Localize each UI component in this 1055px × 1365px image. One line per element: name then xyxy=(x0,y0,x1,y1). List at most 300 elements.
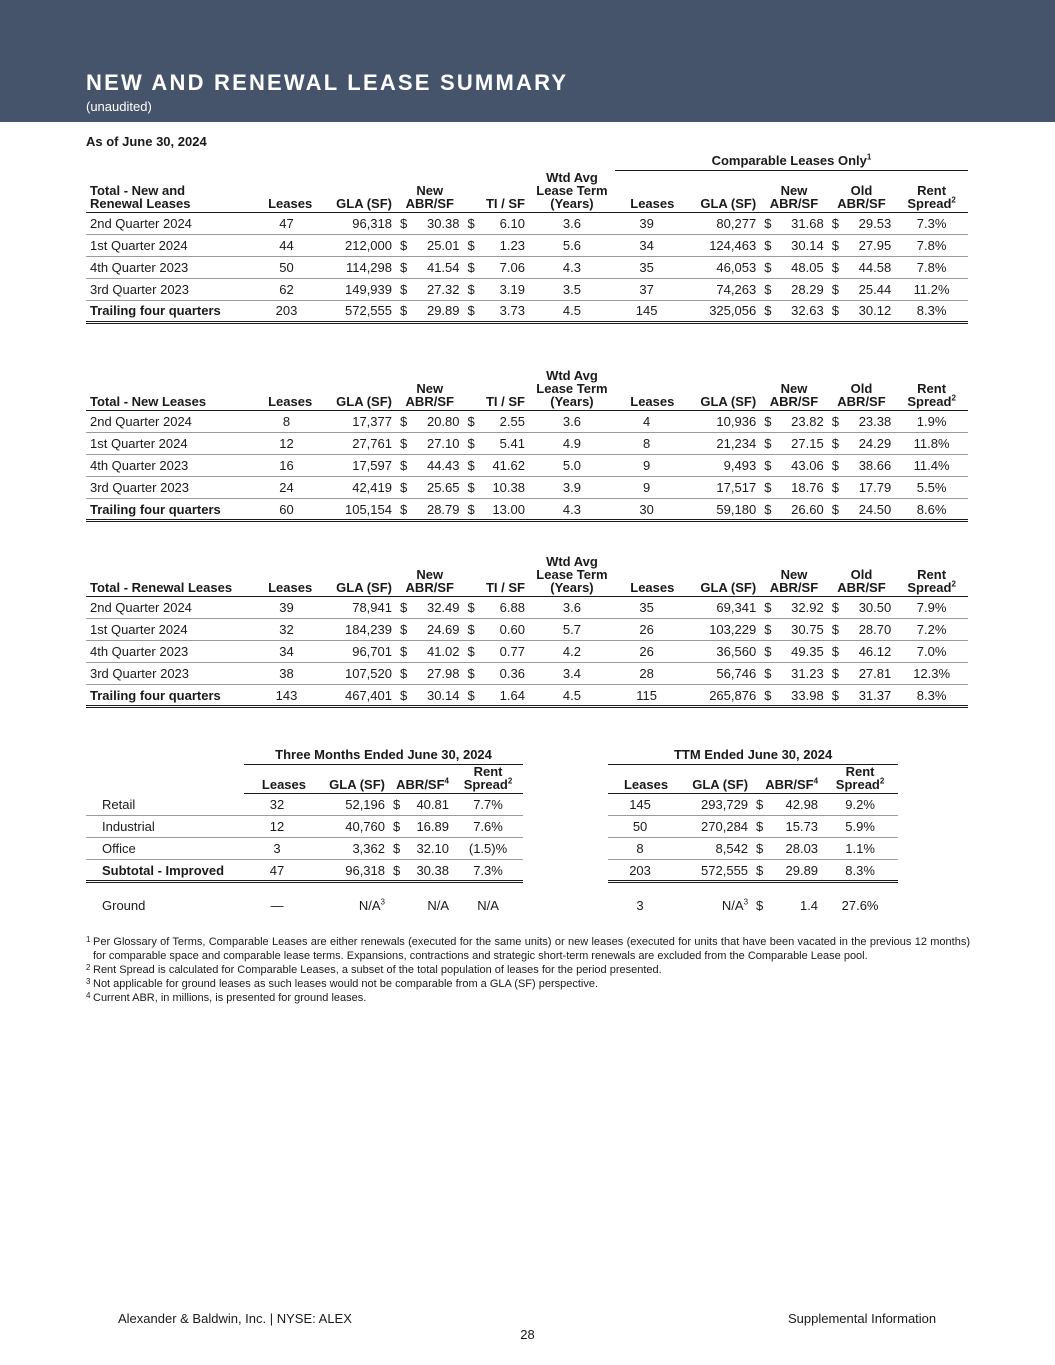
dollar-sign: $ xyxy=(760,597,780,619)
three-months-group-header: Three Months Ended June 30, 2024 xyxy=(244,748,523,765)
cell-new-abr: 30.14 xyxy=(416,685,463,707)
dollar-sign: $ xyxy=(396,300,416,322)
cell-new-abr: 28.79 xyxy=(416,499,463,521)
dollar-sign: $ xyxy=(760,433,780,455)
cell-gla: 107,520 xyxy=(316,663,396,685)
cell-new-abr: 41.54 xyxy=(416,256,463,278)
cell-leases: 60 xyxy=(257,499,316,521)
cell-term: 3.6 xyxy=(529,411,615,433)
cell-leases: 32 xyxy=(244,794,310,816)
cell-comp-gla: 36,560 xyxy=(678,641,760,663)
cell-leases: 8 xyxy=(257,411,316,433)
cell-gla: 467,401 xyxy=(316,685,396,707)
dollar-sign: $ xyxy=(396,234,416,256)
dollar-sign: $ xyxy=(752,860,772,882)
cell-leases: 8 xyxy=(608,838,672,860)
dollar-sign: $ xyxy=(760,663,780,685)
lease-summary-table xyxy=(86,154,968,324)
row-label: 3rd Quarter 2023 xyxy=(86,477,257,499)
cell-comp-new-abr: 32.92 xyxy=(781,597,828,619)
cell-ti: 6.10 xyxy=(482,212,529,234)
table-title: Total - New and Renewal Leases xyxy=(86,171,257,213)
dollar-sign: $ xyxy=(396,212,416,234)
cell-abr: 30.38 xyxy=(409,860,453,882)
cell-leases: 47 xyxy=(244,860,310,882)
cell-comp-leases: 35 xyxy=(615,597,678,619)
cell-comp-new-abr: 30.14 xyxy=(781,234,828,256)
cell-rent-spread: 11.8% xyxy=(895,433,968,455)
page-number: 28 xyxy=(520,1327,535,1342)
col-gla: GLA (SF) xyxy=(316,555,396,597)
cell-comp-leases: 37 xyxy=(615,278,678,300)
cell-term: 3.6 xyxy=(529,597,615,619)
cell-leases: 32 xyxy=(257,619,316,641)
cell-abr: N/A xyxy=(427,897,449,913)
cell-leases: 12 xyxy=(244,816,310,838)
col-leases: Leases xyxy=(257,369,316,411)
cell-comp-gla: 59,180 xyxy=(678,499,760,521)
dollar-sign: $ xyxy=(464,300,482,322)
cell-rent-spread: 1.1% xyxy=(822,838,898,860)
cell-comp-leases: 115 xyxy=(615,685,678,707)
cell-new-abr: 27.32 xyxy=(416,278,463,300)
cell-comp-gla: 325,056 xyxy=(678,300,760,322)
cell-term: 5.7 xyxy=(529,619,615,641)
row-label: Industrial xyxy=(86,816,244,838)
cell-gla: 149,939 xyxy=(316,278,396,300)
dollar-sign: $ xyxy=(464,256,482,278)
dollar-sign: $ xyxy=(828,256,848,278)
cell-comp-new-abr: 31.68 xyxy=(781,212,828,234)
cell-ti: 0.60 xyxy=(482,619,529,641)
col-leases: Leases xyxy=(608,765,672,794)
cell-comp-leases: 28 xyxy=(615,663,678,685)
dollar-sign: $ xyxy=(828,499,848,521)
table-row xyxy=(86,641,968,663)
cell-gla: 114,298 xyxy=(316,256,396,278)
dollar-sign: $ xyxy=(760,685,780,707)
cell-rent-spread: 7.0% xyxy=(895,641,968,663)
cell-ti: 1.64 xyxy=(482,685,529,707)
cell-gla: 3,362 xyxy=(310,838,389,860)
cell-leases: 38 xyxy=(257,663,316,685)
table-row xyxy=(86,212,968,234)
cell-comp-new-abr: 33.98 xyxy=(781,685,828,707)
row-label: 4th Quarter 2023 xyxy=(86,256,257,278)
col-ti: TI / SF xyxy=(464,555,529,597)
row-label: 4th Quarter 2023 xyxy=(86,455,257,477)
cell-gla: 40,760 xyxy=(310,816,389,838)
dollar-sign: $ xyxy=(828,455,848,477)
cell-ti: 10.38 xyxy=(482,477,529,499)
dollar-sign: $ xyxy=(464,619,482,641)
cell-comp-leases: 30 xyxy=(615,499,678,521)
col-comp-new-abr: New ABR/SF xyxy=(760,555,828,597)
table-row xyxy=(86,411,968,433)
lease-summary-table xyxy=(86,555,968,708)
cell-comp-leases: 26 xyxy=(615,619,678,641)
cell-ti: 13.00 xyxy=(482,499,529,521)
row-label: Trailing four quarters xyxy=(86,300,257,322)
dollar-sign: $ xyxy=(396,663,416,685)
row-label: 1st Quarter 2024 xyxy=(86,433,257,455)
cell-comp-gla: 74,263 xyxy=(678,278,760,300)
row-label: Subtotal - Improved xyxy=(86,860,244,882)
table-row-ground xyxy=(86,882,898,916)
page-subtitle: (unaudited) xyxy=(86,99,152,114)
cell-comp-old-abr: 46.12 xyxy=(848,641,895,663)
cell-gla: 270,284 xyxy=(672,816,752,838)
dollar-sign: $ xyxy=(396,685,416,707)
row-label: 2nd Quarter 2024 xyxy=(86,597,257,619)
dollar-sign: $ xyxy=(828,597,848,619)
cell-gla: 572,555 xyxy=(316,300,396,322)
cell-term: 5.6 xyxy=(529,234,615,256)
col-abr: ABR/$SF^4$ xyxy=(752,765,822,794)
cell-comp-new-abr: 27.15 xyxy=(781,433,828,455)
dollar-sign: $ xyxy=(828,663,848,685)
row-label: Ground xyxy=(102,897,146,913)
cell-comp-leases: 9 xyxy=(615,455,678,477)
col-comp-gla: GLA (SF) xyxy=(678,555,760,597)
cell-comp-leases: 145 xyxy=(615,300,678,322)
cell-gla: 52,196 xyxy=(310,794,389,816)
col-rent-spread: Rent Spread$^2$ xyxy=(895,555,968,597)
row-label: Office xyxy=(86,838,244,860)
cell-leases: 12 xyxy=(257,433,316,455)
dollar-sign: $ xyxy=(464,411,482,433)
cell-rent-spread: 5.9% xyxy=(822,816,898,838)
cell-gla: 293,729 xyxy=(672,794,752,816)
cell-ti: 6.88 xyxy=(482,597,529,619)
cell-rent-spread: 12.3% xyxy=(895,663,968,685)
cell-gla: 572,555 xyxy=(672,860,752,882)
row-label: 1st Quarter 2024 xyxy=(86,234,257,256)
cell-new-abr: 27.98 xyxy=(416,663,463,685)
table-row xyxy=(86,278,968,300)
cell-comp-gla: 124,463 xyxy=(678,234,760,256)
dollar-sign: $ xyxy=(828,477,848,499)
dollar-sign: $ xyxy=(464,597,482,619)
dollar-sign: $ xyxy=(396,477,416,499)
dollar-sign: $ xyxy=(760,300,780,322)
cell-comp-leases: 8 xyxy=(615,433,678,455)
cell-rent-spread: 27.6% xyxy=(841,897,879,913)
cell-term: 4.5 xyxy=(529,300,615,322)
cell-term: 3.9 xyxy=(529,477,615,499)
cell-comp-old-abr: 29.53 xyxy=(848,212,895,234)
table-row xyxy=(86,455,968,477)
cell-comp-old-abr: 25.44 xyxy=(848,278,895,300)
cell-gla: 96,318 xyxy=(316,212,396,234)
cell-gla: 8,542 xyxy=(672,838,752,860)
cell-leases: 203 xyxy=(608,860,672,882)
dollar-sign: $ xyxy=(760,477,780,499)
cell-comp-new-abr: 23.82 xyxy=(781,411,828,433)
footnote: 4 Current ABR, in millions, is presented for ground leases. xyxy=(86,991,367,1004)
cell-term: 5.0 xyxy=(529,455,615,477)
table-row xyxy=(86,234,968,256)
cell-abr: 29.89 xyxy=(772,860,822,882)
col-comp-gla: GLA (SF) xyxy=(678,369,760,411)
col-leases: Leases xyxy=(244,765,310,794)
cell-leases: 143 xyxy=(257,685,316,707)
cell-new-abr: 24.69 xyxy=(416,619,463,641)
dollar-sign: $ xyxy=(760,278,780,300)
cell-ti: 3.19 xyxy=(482,278,529,300)
cell-leases: 44 xyxy=(257,234,316,256)
col-comp-new-abr: New ABR/SF xyxy=(760,171,828,213)
cell-comp-old-abr: 31.37 xyxy=(848,685,895,707)
dollar-sign: $ xyxy=(760,256,780,278)
cell-comp-old-abr: 30.12 xyxy=(848,300,895,322)
cell-comp-new-abr: 26.60 xyxy=(781,499,828,521)
cell-new-abr: 25.65 xyxy=(416,477,463,499)
cell-rent-spread: 8.3% xyxy=(895,300,968,322)
footnote: 1 Per Glossary of Terms, Comparable Leases are either renewals (executed for the same units) or new leases (executed for units that have been vacated in the previous 12 months) for comparable space and comparable lease terms. Expansions, contractions and strategic short-term renewals are excluded from the Comparable Lease pool. xyxy=(86,935,970,962)
cell-leases: 50 xyxy=(608,816,672,838)
cell-rent-spread: 11.4% xyxy=(895,455,968,477)
dollar-sign: $ xyxy=(828,411,848,433)
cell-comp-leases: 4 xyxy=(615,411,678,433)
table-row xyxy=(86,838,898,860)
cell-rent-spread: 7.9% xyxy=(895,597,968,619)
cell-abr: 15.73 xyxy=(772,816,822,838)
dollar-sign: $ xyxy=(752,816,772,838)
dollar-sign: $ xyxy=(752,838,772,860)
header-banner xyxy=(0,0,1055,122)
cell-ti: 1.23 xyxy=(482,234,529,256)
cell-new-abr: 20.80 xyxy=(416,411,463,433)
table-row xyxy=(86,433,968,455)
dollar-sign: $ xyxy=(464,477,482,499)
col-ti: TI / SF xyxy=(464,369,529,411)
cell-abr: 28.03 xyxy=(772,838,822,860)
cell-leases: 24 xyxy=(257,477,316,499)
cell-term: 3.4 xyxy=(529,663,615,685)
cell-comp-gla: 56,746 xyxy=(678,663,760,685)
dollar-sign: $ xyxy=(396,455,416,477)
cell-leases: — xyxy=(270,897,284,913)
col-gla: GLA (SF) xyxy=(316,171,396,213)
col-wtd-term: Wtd Avg Lease Term (Years) xyxy=(529,171,615,213)
cell-new-abr: 29.89 xyxy=(416,300,463,322)
cell-term: 4.5 xyxy=(529,685,615,707)
col-rent-spread: Rent Spread$^2$ xyxy=(453,765,523,794)
dollar-sign: $ xyxy=(396,619,416,641)
dollar-sign: $ xyxy=(464,455,482,477)
cell-leases: 34 xyxy=(257,641,316,663)
col-comp-old-abr: Old ABR/SF xyxy=(828,369,896,411)
cell-comp-gla: 46,053 xyxy=(678,256,760,278)
row-label: Retail xyxy=(86,794,244,816)
dollar-sign: $ xyxy=(760,499,780,521)
dollar-sign: $ xyxy=(396,499,416,521)
table-title: Total - Renewal Leases xyxy=(86,555,257,597)
cell-rent-spread: 7.3% xyxy=(453,860,523,882)
row-label: 1st Quarter 2024 xyxy=(86,619,257,641)
dollar-sign: $ xyxy=(828,685,848,707)
table-row xyxy=(86,477,968,499)
cell-comp-gla: 103,229 xyxy=(678,619,760,641)
col-gla: GLA (SF) xyxy=(672,765,752,794)
cell-new-abr: 41.02 xyxy=(416,641,463,663)
footer-company: Alexander & Baldwin, Inc. | NYSE: ALEX xyxy=(118,1311,352,1326)
cell-gla: 105,154 xyxy=(316,499,396,521)
table-row xyxy=(86,860,898,882)
table-row xyxy=(86,685,968,707)
cell-comp-old-abr: 24.29 xyxy=(848,433,895,455)
row-label: Trailing four quarters xyxy=(86,685,257,707)
dollar-sign: $ xyxy=(464,278,482,300)
dollar-sign: $ xyxy=(396,278,416,300)
dollar-sign: $ xyxy=(464,433,482,455)
dollar-sign: $ xyxy=(464,663,482,685)
cell-comp-gla: 80,277 xyxy=(678,212,760,234)
cell-gla: 27,761 xyxy=(316,433,396,455)
col-comp-leases: Leases xyxy=(615,555,678,597)
row-label: 4th Quarter 2023 xyxy=(86,641,257,663)
footnote: 2 Rent Spread is calculated for Comparable Leases, a subset of the total population of leases for the period presented. xyxy=(86,963,662,976)
cell-rent-spread: 11.2% xyxy=(895,278,968,300)
col-leases: Leases xyxy=(257,555,316,597)
cell-comp-leases: 34 xyxy=(615,234,678,256)
table-row xyxy=(86,499,968,521)
cell-comp-old-abr: 23.38 xyxy=(848,411,895,433)
cell-gla: 17,597 xyxy=(316,455,396,477)
cell-ti: 2.55 xyxy=(482,411,529,433)
dollar-sign: $ xyxy=(396,256,416,278)
cell-rent-spread: 7.2% xyxy=(895,619,968,641)
dollar-sign: $ xyxy=(760,234,780,256)
cell-comp-gla: 17,517 xyxy=(678,477,760,499)
col-comp-old-abr: Old ABR/SF xyxy=(828,555,896,597)
dollar-sign: $ xyxy=(756,897,764,913)
cell-abr: 42.98 xyxy=(772,794,822,816)
table-row xyxy=(86,794,898,816)
comparable-group-header: Comparable Leases Only$^1$ xyxy=(615,154,968,171)
col-comp-leases: Leases xyxy=(615,171,678,213)
cell-gla: 212,000 xyxy=(316,234,396,256)
cell-term: 3.5 xyxy=(529,278,615,300)
dollar-sign: $ xyxy=(760,641,780,663)
dollar-sign: $ xyxy=(464,499,482,521)
cell-gla: 42,419 xyxy=(316,477,396,499)
cell-leases: 39 xyxy=(257,597,316,619)
cell-comp-gla: 10,936 xyxy=(678,411,760,433)
cell-term: 4.3 xyxy=(529,256,615,278)
cell-rent-spread: N/A xyxy=(477,897,499,913)
dollar-sign: $ xyxy=(828,234,848,256)
dollar-sign: $ xyxy=(396,641,416,663)
cell-comp-old-abr: 38.66 xyxy=(848,455,895,477)
col-wtd-term: Wtd Avg Lease Term (Years) xyxy=(529,369,615,411)
cell-leases: 3 xyxy=(244,838,310,860)
cell-comp-old-abr: 28.70 xyxy=(848,619,895,641)
cell-new-abr: 27.10 xyxy=(416,433,463,455)
cell-abr: 16.89 xyxy=(409,816,453,838)
table-row xyxy=(86,256,968,278)
cell-gla: 96,701 xyxy=(316,641,396,663)
cell-comp-old-abr: 44.58 xyxy=(848,256,895,278)
dollar-sign: $ xyxy=(828,278,848,300)
cell-comp-old-abr: 17.79 xyxy=(848,477,895,499)
cell-leases: 16 xyxy=(257,455,316,477)
row-label: 2nd Quarter 2024 xyxy=(86,212,257,234)
dollar-sign: $ xyxy=(396,411,416,433)
table-row xyxy=(86,816,898,838)
cell-gla: $N/A^3$ xyxy=(358,897,385,913)
cell-leases: 3 xyxy=(636,897,644,913)
cell-abr: 1.4 xyxy=(799,897,819,913)
cell-comp-old-abr: 27.95 xyxy=(848,234,895,256)
dollar-sign: $ xyxy=(464,234,482,256)
cell-rent-spread: 7.3% xyxy=(895,212,968,234)
row-label: 3rd Quarter 2023 xyxy=(86,663,257,685)
cell-comp-new-abr: 28.29 xyxy=(781,278,828,300)
cell-rent-spread: 8.3% xyxy=(822,860,898,882)
cell-rent-spread: 7.7% xyxy=(453,794,523,816)
cell-comp-new-abr: 43.06 xyxy=(781,455,828,477)
cell-comp-leases: 26 xyxy=(615,641,678,663)
cell-comp-new-abr: 18.76 xyxy=(781,477,828,499)
cell-comp-new-abr: 30.75 xyxy=(781,619,828,641)
lease-summary-table xyxy=(86,369,968,522)
row-label: Trailing four quarters xyxy=(86,499,257,521)
cell-term: 4.9 xyxy=(529,433,615,455)
cell-comp-leases: 9 xyxy=(615,477,678,499)
col-wtd-term: Wtd Avg Lease Term (Years) xyxy=(529,555,615,597)
cell-new-abr: 25.01 xyxy=(416,234,463,256)
cell-leases: 203 xyxy=(257,300,316,322)
cell-comp-new-abr: 32.63 xyxy=(781,300,828,322)
cell-comp-gla: 21,234 xyxy=(678,433,760,455)
dollar-sign: $ xyxy=(828,300,848,322)
dollar-sign: $ xyxy=(464,212,482,234)
col-ti: TI / SF xyxy=(464,171,529,213)
table-row xyxy=(86,597,968,619)
dollar-sign: $ xyxy=(464,685,482,707)
col-rent-spread: Rent Spread$^2$ xyxy=(895,369,968,411)
cell-gla: 17,377 xyxy=(316,411,396,433)
row-label: 2nd Quarter 2024 xyxy=(86,411,257,433)
cell-rent-spread: 9.2% xyxy=(822,794,898,816)
table-row xyxy=(86,619,968,641)
dollar-sign: $ xyxy=(828,433,848,455)
dollar-sign: $ xyxy=(828,619,848,641)
cell-comp-old-abr: 30.50 xyxy=(848,597,895,619)
cell-term: 4.2 xyxy=(529,641,615,663)
col-comp-old-abr: Old ABR/SF xyxy=(828,171,896,213)
cell-leases: 62 xyxy=(257,278,316,300)
cell-comp-old-abr: 24.50 xyxy=(848,499,895,521)
cell-abr: 32.10 xyxy=(409,838,453,860)
footnote: 3 Not applicable for ground leases as such leases would not be comparable from a GLA (SF) perspective. xyxy=(86,977,599,990)
page-title: NEW AND RENEWAL LEASE SUMMARY xyxy=(86,70,569,95)
cell-abr: 40.81 xyxy=(409,794,453,816)
cell-rent-spread: 5.5% xyxy=(895,477,968,499)
cell-leases: 47 xyxy=(257,212,316,234)
dollar-sign: $ xyxy=(760,212,780,234)
cell-new-abr: 30.38 xyxy=(416,212,463,234)
col-comp-gla: GLA (SF) xyxy=(678,171,760,213)
as-of-date: As of June 30, 2024 xyxy=(86,134,207,149)
dollar-sign: $ xyxy=(464,641,482,663)
dollar-sign: $ xyxy=(389,816,409,838)
cell-ti: 0.36 xyxy=(482,663,529,685)
cell-new-abr: 32.49 xyxy=(416,597,463,619)
cell-comp-gla: 265,876 xyxy=(678,685,760,707)
